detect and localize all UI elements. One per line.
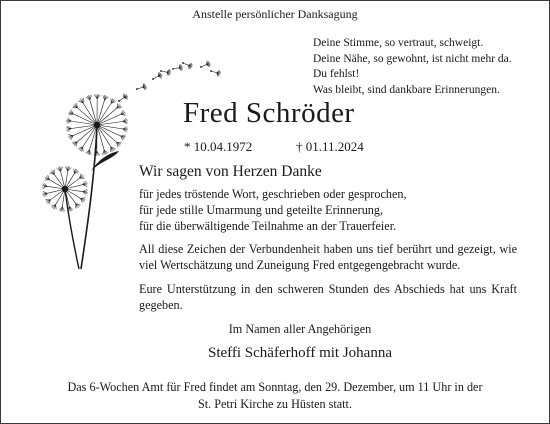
flying-seed [171, 64, 183, 73]
thanks-line: für jedes tröstende Wort, geschrieben oder gesprochen, [139, 187, 407, 201]
poem-line: Deine Nähe, so gewohnt, ist nicht mehr da. [313, 52, 512, 65]
deceased-name: Fred Schröder [183, 97, 355, 129]
paragraph-connection: All diese Zeichen der Verbundenheit haben uns tief berührt und gezeigt, wie viel Wertschätzung und Zuneigung Fred entgegengebracht wurde. [139, 242, 517, 272]
dandelion-head-large [66, 94, 127, 156]
note-line: St. Petri Kirche zu Hüsten statt. [197, 397, 352, 411]
note-line: Das 6-Wochen Amt für Fred findet am Sonntag, den 29. Dezember, um 11 Uhr in der [67, 380, 483, 394]
stem-small [65, 189, 79, 269]
thanks-title: Wir sagen von Herzen Danke [139, 163, 322, 180]
death-date: † 01.11.2024 [296, 139, 364, 154]
flying-seed [159, 67, 171, 76]
flying-seed [151, 71, 164, 82]
dandelion-plants [42, 94, 127, 269]
poem-line: Deine Stimme, so vertraut, schweigt. [313, 37, 484, 49]
poem [313, 36, 512, 98]
stem-large [81, 125, 97, 269]
flying-seed [209, 67, 221, 77]
flying-seed [135, 83, 147, 93]
birth-date: * 10.04.1972 [184, 139, 253, 154]
poem-line: Du fehlst! [313, 68, 360, 81]
memorial-service-note [1, 379, 549, 413]
thanks-line: für die überwältigende Teilnahme an der Trauerfeier. [139, 219, 397, 233]
paragraph-support: Eure Unterstützung in den schweren Stunden des Abschieds hat uns Kraft gegeben. [139, 282, 517, 312]
poem-line: Was bleibt, sind dankbare Erinnerungen. [313, 83, 500, 96]
flying-seed [199, 60, 212, 71]
family-signature: Steffi Schäferhoff mit Johanna [208, 345, 392, 361]
header-caption: Anstelle persönlicher Danksagung [192, 7, 358, 21]
flying-seed [116, 93, 129, 105]
signoff: Im Namen aller Angehörigen [228, 322, 372, 336]
dandelion-head-small [42, 166, 87, 211]
thanks-list [139, 186, 407, 234]
thanks-line: für jede stille Umarmung und geteilte Erinnerung, [139, 203, 384, 217]
